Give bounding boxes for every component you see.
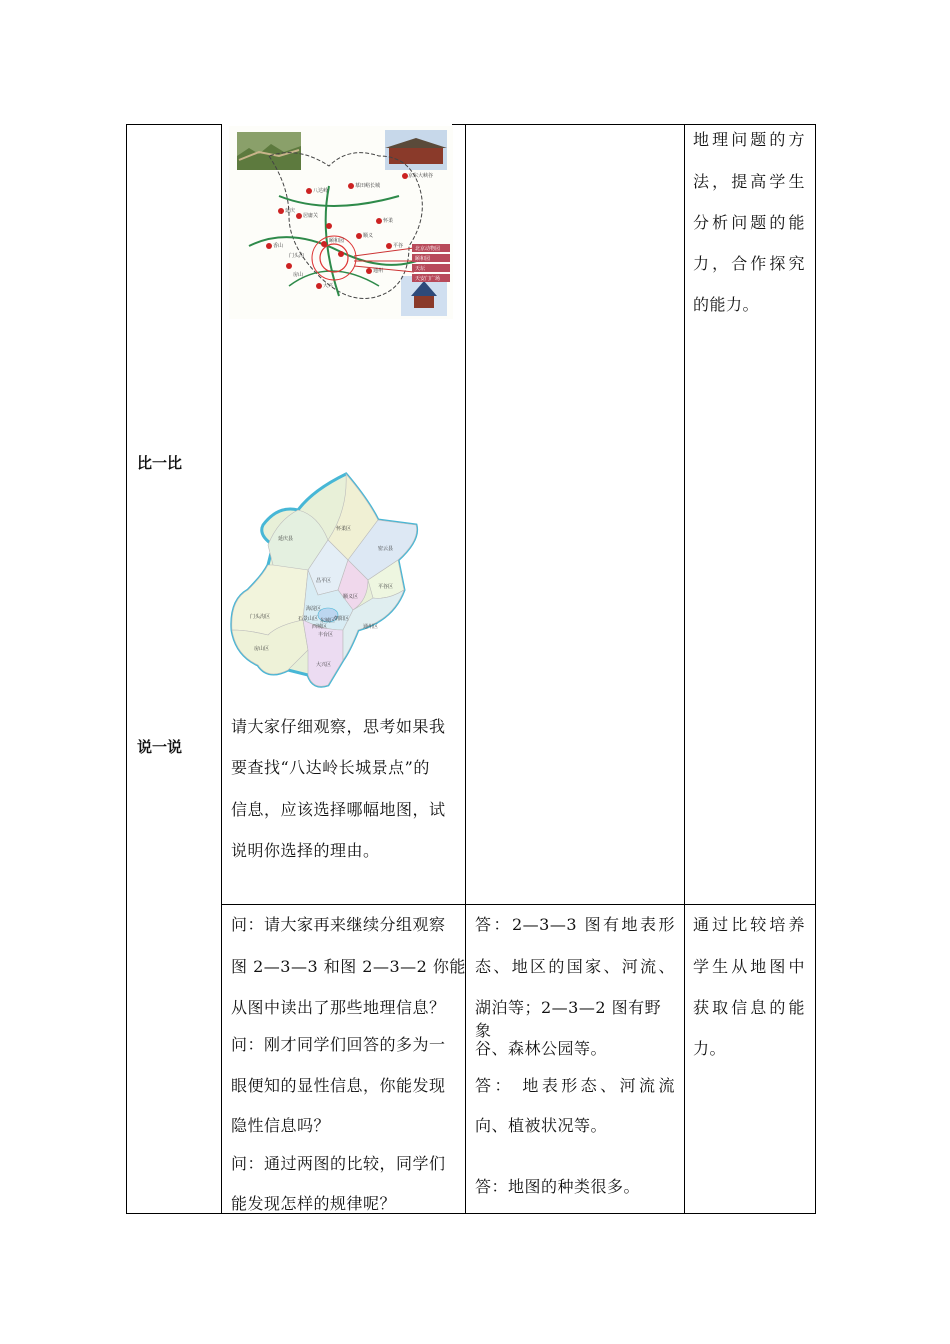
map-label: 延庆 — [285, 208, 296, 214]
map-label: 丰台区 — [318, 632, 334, 638]
goal-line: 通过比较培养 — [693, 915, 805, 934]
map-label: 房山区 — [254, 646, 270, 652]
goal-line: 法，提高学生 — [693, 172, 805, 191]
answer-line: 答：地图的种类很多。 — [475, 1177, 641, 1196]
table-top-border-right — [452, 124, 815, 125]
table-bottom-border — [126, 1213, 815, 1214]
legend-label: 北京动物园 — [415, 246, 441, 252]
goal-line: 获取信息的能 — [693, 998, 805, 1017]
map-label: 京东大峡谷 — [408, 173, 434, 179]
map-label: 慕田峪长城 — [355, 183, 381, 189]
map-label: 怀柔 — [383, 218, 394, 224]
question-line: 问：通过两图的比较，同学们 — [231, 1154, 446, 1173]
answer-line: 谷、森林公园等。 — [475, 1039, 608, 1058]
map-label: 朝阳区 — [334, 616, 350, 622]
col-divider-0 — [126, 124, 127, 1214]
prompt-line: 说明你选择的理由。 — [231, 841, 380, 860]
table-top-border — [126, 124, 222, 125]
goal-line: 学生从地图中 — [693, 957, 805, 976]
map-label: 通州区 — [363, 624, 379, 630]
map-label: 房山 — [293, 272, 304, 278]
col-divider-2 — [465, 124, 466, 1214]
map-label: 怀柔区 — [336, 526, 352, 532]
map-label: 门头沟区 — [250, 614, 271, 620]
map-label: 门头沟 — [289, 253, 305, 259]
legend-label: 天安门广场 — [415, 276, 441, 282]
question-line: 能发现怎样的规律呢？ — [231, 1194, 397, 1213]
goal-line: 力。 — [693, 1039, 727, 1058]
answer-line: 答：2—3—3 图有地表形 — [475, 915, 675, 934]
question-line: 问：请大家再来继续分组观察 — [231, 915, 446, 934]
map-label: 八达岭 — [313, 188, 329, 194]
question-line: 隐性信息吗？ — [231, 1116, 331, 1135]
prompt-line: 要查找“八达岭长城景点”的 — [231, 758, 430, 777]
map-label: 通州 — [373, 268, 384, 274]
prompt-line: 请大家仔细观察，思考如果我 — [231, 717, 446, 736]
map-label: 西城区 — [312, 624, 328, 630]
question-line: 从图中读出了那些地理信息？ — [231, 998, 446, 1017]
map-label: 平谷区 — [378, 584, 394, 590]
map-label: 石景山区 — [298, 616, 319, 622]
row-label-compare: 比一比 — [137, 454, 183, 472]
map-label: 大兴 — [323, 283, 334, 289]
map-label: 平谷 — [393, 243, 404, 249]
answer-line: 态、地区的国家、河流、 — [475, 957, 675, 976]
beijing-admin-map — [228, 470, 420, 692]
answer-line: 答： 地表形态、河流流 — [475, 1076, 675, 1095]
answer-line: 湖泊等；2—3—2 图有野象 — [475, 998, 662, 1040]
goal-line: 地理问题的方 — [693, 130, 805, 149]
map-label: 海淀区 — [306, 606, 322, 612]
map-label: 大兴区 — [316, 662, 332, 668]
col-divider-4 — [815, 124, 816, 1214]
beijing-tourist-map — [229, 126, 453, 319]
map-label: 东城区 — [320, 618, 336, 624]
col-divider-3 — [684, 124, 685, 1214]
question-line: 问：刚才同学们回答的多为一 — [231, 1035, 446, 1054]
map-label: 昌平区 — [316, 578, 332, 584]
prompt-line: 信息，应该选择哪幅地图，试 — [231, 800, 446, 819]
map-label: 居庸关 — [303, 213, 319, 219]
row-divider — [221, 904, 815, 905]
goal-line: 力，合作探究 — [693, 254, 805, 273]
goal-line: 分析问题的能 — [693, 213, 805, 232]
legend-label: 颐和园 — [415, 256, 431, 262]
map-label: 香山 — [273, 243, 284, 249]
col-divider-1 — [221, 124, 222, 1214]
row-label-discuss: 说一说 — [137, 738, 183, 756]
legend-label: 天坛 — [415, 266, 426, 272]
map-label: 延庆县 — [278, 536, 294, 542]
map-label: 顺义区 — [343, 594, 359, 600]
map-label: 顺义 — [363, 233, 374, 239]
question-line: 眼便知的显性信息，你能发现 — [231, 1076, 446, 1095]
map-label: 颐和园 — [329, 238, 345, 244]
goal-line: 的能力。 — [693, 295, 760, 314]
answer-line: 向、植被状况等。 — [475, 1116, 608, 1135]
question-line: 图 2—3—3 和图 2—3—2 你能 — [231, 957, 466, 976]
map-label: 密云县 — [378, 546, 394, 552]
